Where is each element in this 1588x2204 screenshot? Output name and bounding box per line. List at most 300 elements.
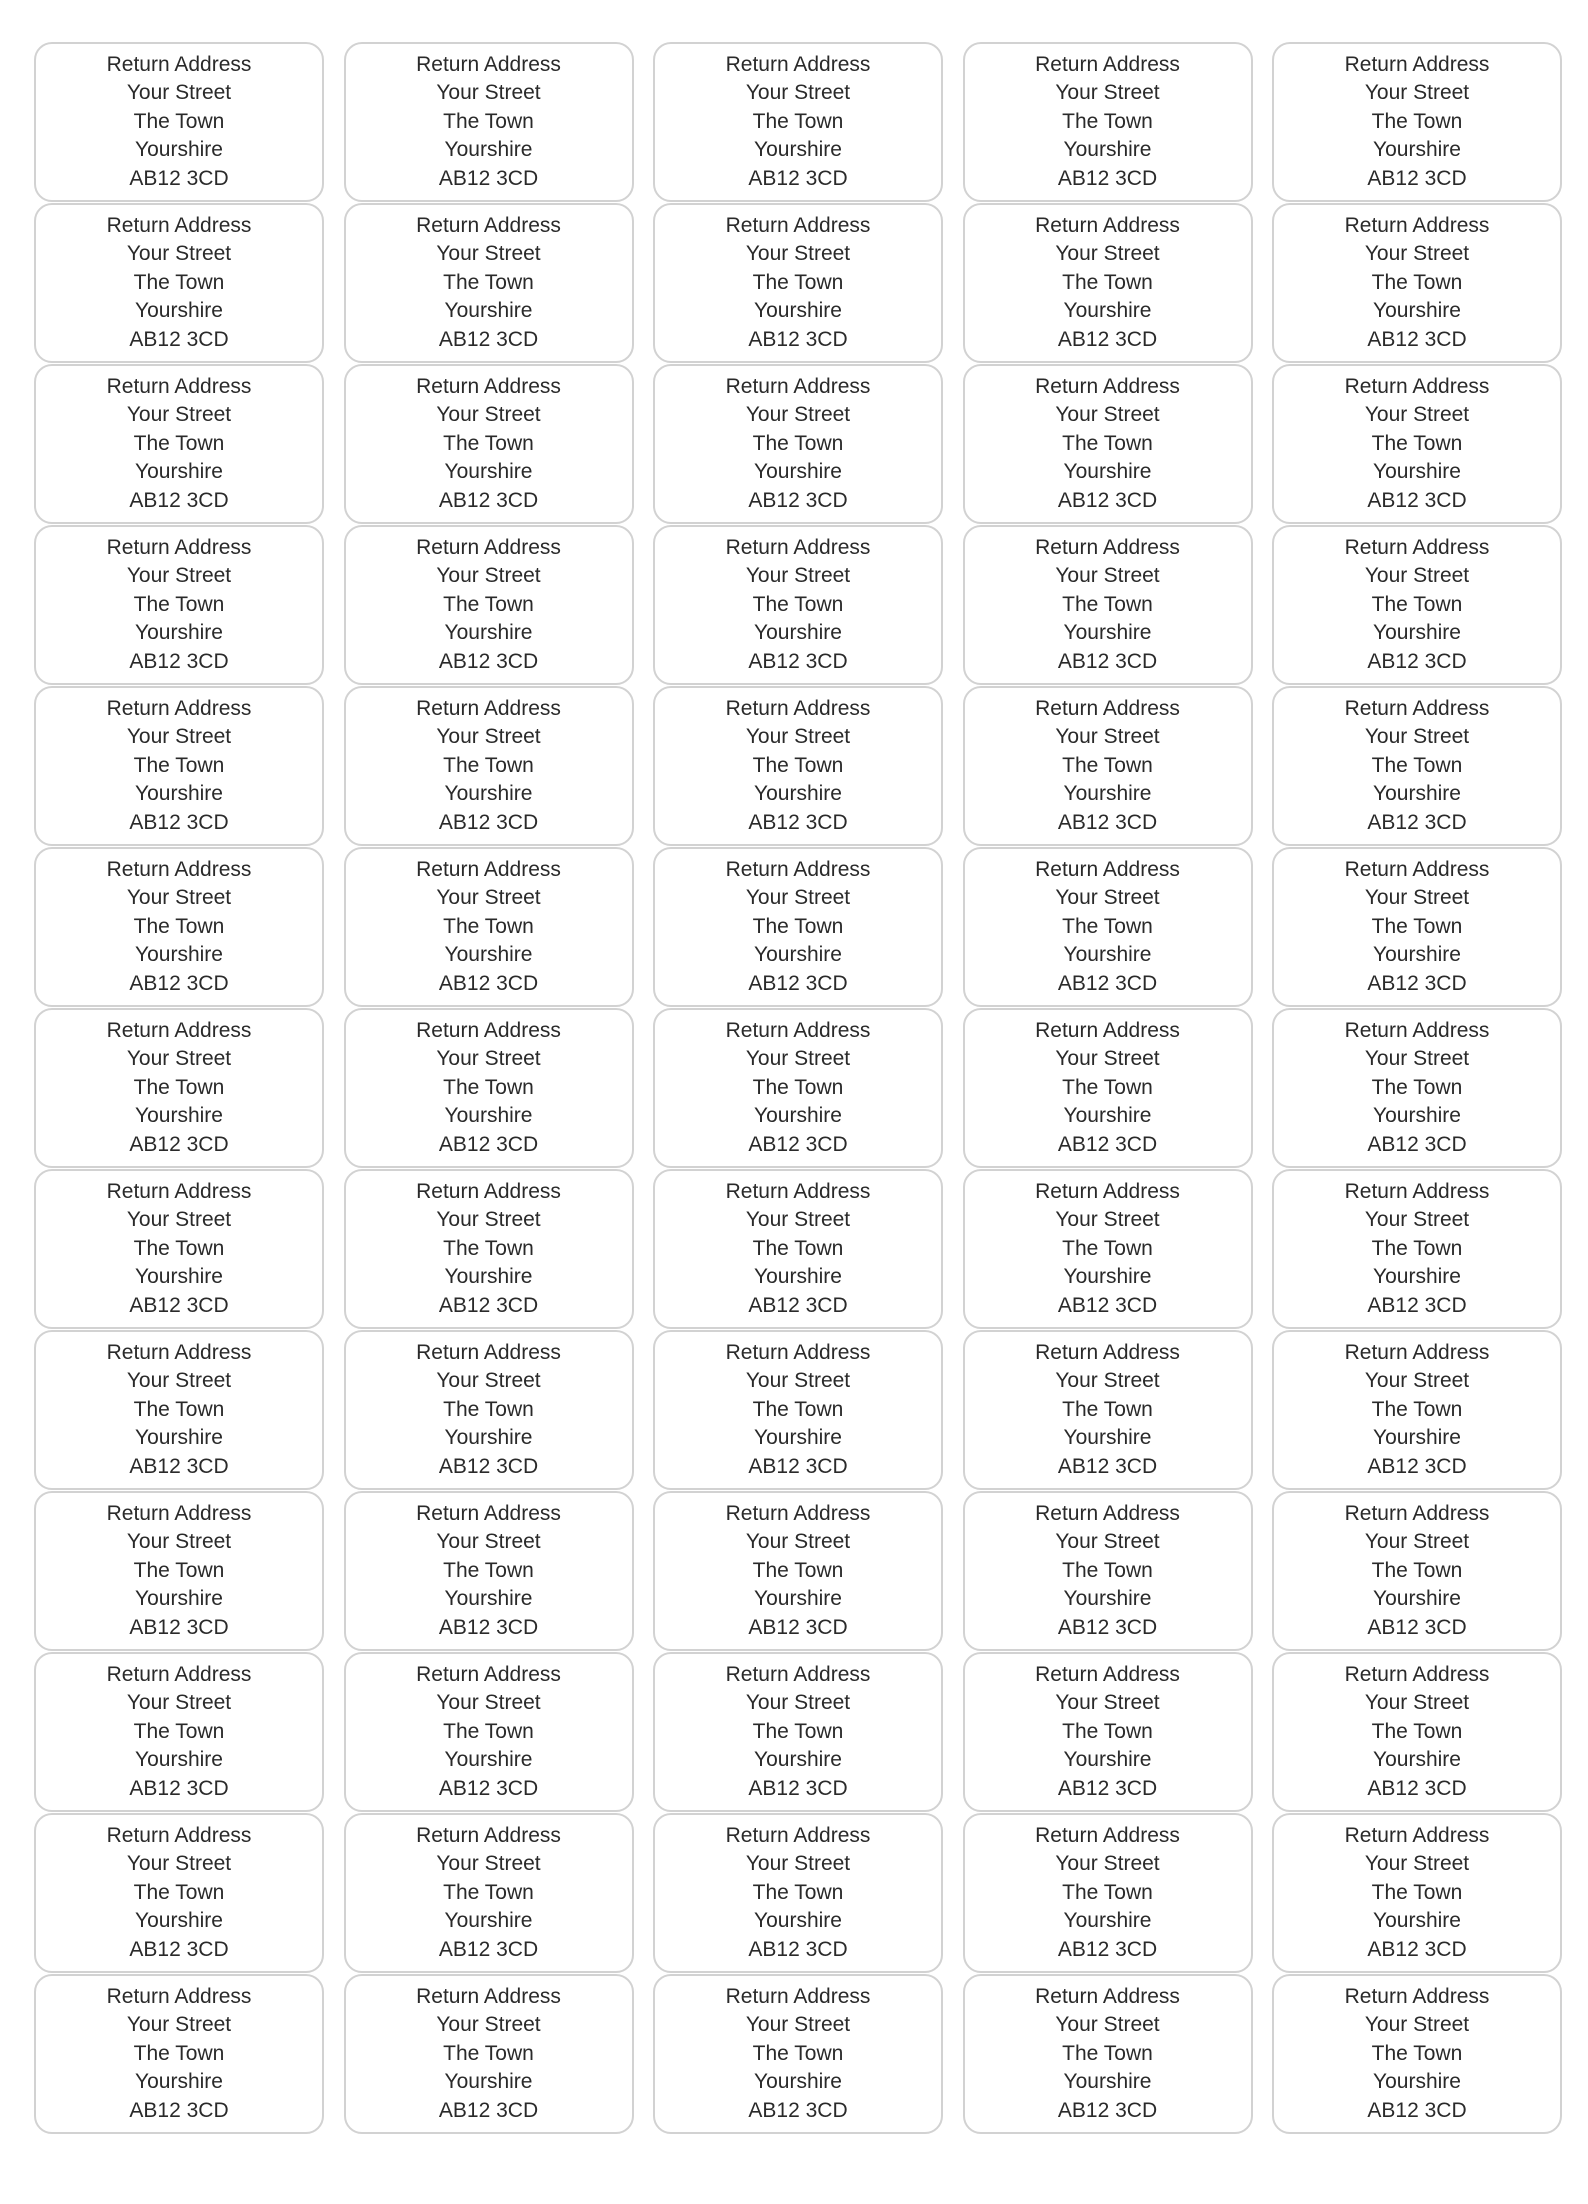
label-town: The Town [1062, 431, 1153, 455]
label-title: Return Address [1035, 1501, 1180, 1525]
label-postcode: AB12 3CD [129, 327, 229, 351]
label-town: The Town [133, 270, 225, 294]
label-town: The Town [1062, 592, 1153, 616]
label-town: The Town [133, 1880, 225, 1904]
label-county: Yourshire [1063, 621, 1152, 645]
label-postcode: AB12 3CD [1057, 649, 1158, 673]
label-town: The Town [1371, 270, 1463, 294]
label-county: Yourshire [1373, 1104, 1461, 1128]
label-postcode: AB12 3CD [129, 1454, 229, 1478]
label-postcode: AB12 3CD [438, 2098, 539, 2122]
label-postcode: AB12 3CD [1057, 1132, 1158, 1156]
label-town: The Town [752, 1397, 844, 1421]
label-title: Return Address [1035, 52, 1180, 76]
label-town: The Town [133, 1397, 225, 1421]
label-postcode: AB12 3CD [1057, 1293, 1158, 1317]
label-county: Yourshire [1063, 1587, 1152, 1611]
return-address-label [344, 1169, 634, 1329]
label-street: Your Street [1055, 1852, 1160, 1876]
return-address-label [1272, 203, 1562, 363]
label-street: Your Street [745, 1208, 851, 1232]
label-title: Return Address [416, 1018, 561, 1042]
label-county: Yourshire [135, 943, 223, 967]
label-postcode: AB12 3CD [129, 649, 229, 673]
label-county: Yourshire [1063, 299, 1152, 323]
label-street: Your Street [745, 725, 851, 749]
label-title: Return Address [725, 213, 871, 237]
label-county: Yourshire [1373, 1426, 1461, 1450]
label-street: Your Street [1055, 403, 1160, 427]
label-title: Return Address [106, 52, 252, 76]
label-town: The Town [1062, 2041, 1153, 2065]
label-street: Your Street [1055, 1369, 1160, 1393]
label-town: The Town [1062, 914, 1153, 938]
label-title: Return Address [1035, 1984, 1180, 2008]
return-address-label [653, 42, 943, 202]
label-county: Yourshire [444, 1426, 533, 1450]
label-town: The Town [1371, 1880, 1463, 1904]
label-postcode: AB12 3CD [748, 488, 848, 512]
return-address-label [1272, 525, 1562, 685]
return-address-label [653, 364, 943, 524]
label-county: Yourshire [444, 138, 533, 162]
label-town: The Town [443, 753, 534, 777]
label-postcode: AB12 3CD [1367, 1937, 1467, 1961]
label-title: Return Address [725, 857, 871, 881]
return-address-label [344, 847, 634, 1007]
label-title: Return Address [416, 1823, 561, 1847]
label-postcode: AB12 3CD [438, 810, 539, 834]
label-county: Yourshire [754, 138, 842, 162]
return-address-label [653, 847, 943, 1007]
label-street: Your Street [1055, 81, 1160, 105]
label-county: Yourshire [444, 621, 533, 645]
return-address-label [1272, 1169, 1562, 1329]
label-postcode: AB12 3CD [129, 166, 229, 190]
return-address-label [963, 364, 1253, 524]
label-title: Return Address [416, 1340, 561, 1364]
label-town: The Town [133, 1075, 225, 1099]
label-postcode: AB12 3CD [748, 1776, 848, 1800]
label-postcode: AB12 3CD [1367, 1776, 1467, 1800]
return-address-label [1272, 847, 1562, 1007]
label-street: Your Street [1364, 1852, 1470, 1876]
label-postcode: AB12 3CD [438, 1776, 539, 1800]
label-town: The Town [443, 2041, 534, 2065]
label-county: Yourshire [444, 782, 533, 806]
return-address-label [963, 1169, 1253, 1329]
label-county: Yourshire [135, 299, 223, 323]
label-postcode: AB12 3CD [1057, 2098, 1158, 2122]
label-title: Return Address [416, 213, 561, 237]
label-county: Yourshire [135, 1748, 223, 1772]
label-town: The Town [1371, 1075, 1463, 1099]
return-address-label [653, 1813, 943, 1973]
label-street: Your Street [745, 1369, 851, 1393]
label-postcode: AB12 3CD [1367, 971, 1467, 995]
return-address-label [344, 42, 634, 202]
label-town: The Town [443, 1397, 534, 1421]
label-town: The Town [133, 753, 225, 777]
label-county: Yourshire [754, 1104, 842, 1128]
return-address-label [653, 203, 943, 363]
label-title: Return Address [106, 1984, 252, 2008]
label-street: Your Street [126, 242, 232, 266]
return-address-label [344, 1008, 634, 1168]
label-town: The Town [1371, 2041, 1463, 2065]
label-county: Yourshire [135, 1909, 223, 1933]
label-street: Your Street [745, 1530, 851, 1554]
label-postcode: AB12 3CD [1367, 1615, 1467, 1639]
label-county: Yourshire [1063, 1265, 1152, 1289]
label-title: Return Address [1035, 1179, 1180, 1203]
label-town: The Town [752, 431, 844, 455]
label-title: Return Address [1035, 374, 1180, 398]
label-town: The Town [443, 1880, 534, 1904]
label-county: Yourshire [754, 782, 842, 806]
label-street: Your Street [1055, 564, 1160, 588]
label-town: The Town [1371, 1397, 1463, 1421]
label-title: Return Address [1035, 857, 1180, 881]
label-street: Your Street [436, 725, 541, 749]
return-address-label [344, 1652, 634, 1812]
label-postcode: AB12 3CD [748, 1132, 848, 1156]
label-title: Return Address [106, 1340, 252, 1364]
label-postcode: AB12 3CD [129, 488, 229, 512]
return-address-label [34, 1813, 324, 1973]
label-county: Yourshire [1063, 1909, 1152, 1933]
label-street: Your Street [745, 886, 851, 910]
label-county: Yourshire [444, 1748, 533, 1772]
label-postcode: AB12 3CD [1367, 649, 1467, 673]
return-address-label [344, 525, 634, 685]
return-address-label [653, 1330, 943, 1490]
label-street: Your Street [745, 81, 851, 105]
label-postcode: AB12 3CD [748, 166, 848, 190]
return-address-label [344, 1491, 634, 1651]
label-postcode: AB12 3CD [1367, 2098, 1467, 2122]
label-street: Your Street [1364, 1530, 1470, 1554]
label-county: Yourshire [135, 1265, 223, 1289]
label-postcode: AB12 3CD [129, 1615, 229, 1639]
return-address-label [34, 203, 324, 363]
label-title: Return Address [1344, 1179, 1490, 1203]
label-county: Yourshire [1063, 138, 1152, 162]
label-county: Yourshire [444, 299, 533, 323]
label-street: Your Street [1364, 1047, 1470, 1071]
return-address-label [1272, 1974, 1562, 2134]
label-postcode: AB12 3CD [438, 327, 539, 351]
return-address-label [963, 1652, 1253, 1812]
label-county: Yourshire [444, 943, 533, 967]
return-address-label [653, 1491, 943, 1651]
label-town: The Town [1062, 1719, 1153, 1743]
label-county: Yourshire [444, 1587, 533, 1611]
label-street: Your Street [1364, 2013, 1470, 2037]
label-street: Your Street [1364, 242, 1470, 266]
label-county: Yourshire [1063, 460, 1152, 484]
label-postcode: AB12 3CD [1367, 810, 1467, 834]
label-street: Your Street [436, 81, 541, 105]
label-county: Yourshire [1063, 1104, 1152, 1128]
return-address-label [344, 1974, 634, 2134]
label-postcode: AB12 3CD [129, 1776, 229, 1800]
label-town: The Town [752, 1236, 844, 1260]
label-county: Yourshire [135, 138, 223, 162]
label-street: Your Street [1055, 886, 1160, 910]
label-title: Return Address [725, 1179, 871, 1203]
label-title: Return Address [106, 1018, 252, 1042]
label-title: Return Address [1035, 213, 1180, 237]
return-address-label [1272, 364, 1562, 524]
label-title: Return Address [416, 857, 561, 881]
label-county: Yourshire [1063, 943, 1152, 967]
label-postcode: AB12 3CD [1057, 488, 1158, 512]
label-town: The Town [1371, 1236, 1463, 1260]
label-postcode: AB12 3CD [438, 649, 539, 673]
return-address-label [344, 1330, 634, 1490]
return-address-label [34, 1974, 324, 2134]
return-address-label [34, 1169, 324, 1329]
label-town: The Town [752, 753, 844, 777]
label-postcode: AB12 3CD [1367, 1454, 1467, 1478]
label-town: The Town [443, 109, 534, 133]
label-postcode: AB12 3CD [129, 2098, 229, 2122]
label-town: The Town [1062, 1880, 1153, 1904]
return-address-label [653, 1652, 943, 1812]
label-town: The Town [752, 592, 844, 616]
label-title: Return Address [1344, 1662, 1490, 1686]
label-county: Yourshire [135, 1587, 223, 1611]
label-county: Yourshire [1373, 782, 1461, 806]
label-town: The Town [752, 1719, 844, 1743]
label-street: Your Street [745, 1691, 851, 1715]
label-title: Return Address [1344, 857, 1490, 881]
label-title: Return Address [725, 535, 871, 559]
return-address-label [344, 686, 634, 846]
label-town: The Town [133, 1236, 225, 1260]
label-street: Your Street [745, 2013, 851, 2037]
label-street: Your Street [745, 403, 851, 427]
label-town: The Town [752, 270, 844, 294]
label-town: The Town [752, 1558, 844, 1582]
label-street: Your Street [436, 1691, 541, 1715]
label-county: Yourshire [1373, 1909, 1461, 1933]
label-postcode: AB12 3CD [1057, 971, 1158, 995]
label-town: The Town [133, 109, 225, 133]
label-street: Your Street [1364, 1691, 1470, 1715]
label-street: Your Street [436, 886, 541, 910]
label-street: Your Street [126, 1530, 232, 1554]
label-town: The Town [443, 1558, 534, 1582]
label-title: Return Address [106, 857, 252, 881]
return-address-label [34, 1491, 324, 1651]
return-address-label [963, 42, 1253, 202]
label-street: Your Street [436, 1530, 541, 1554]
label-title: Return Address [106, 1501, 252, 1525]
label-street: Your Street [1364, 725, 1470, 749]
label-sheet [34, 42, 1562, 2134]
label-county: Yourshire [444, 2070, 533, 2094]
return-address-label [34, 847, 324, 1007]
label-town: The Town [752, 2041, 844, 2065]
label-town: The Town [443, 914, 534, 938]
label-county: Yourshire [754, 1265, 842, 1289]
label-county: Yourshire [1373, 138, 1461, 162]
label-postcode: AB12 3CD [748, 649, 848, 673]
label-title: Return Address [725, 1823, 871, 1847]
label-title: Return Address [106, 1823, 252, 1847]
label-title: Return Address [1344, 1823, 1490, 1847]
return-address-label [653, 686, 943, 846]
label-title: Return Address [1344, 1018, 1490, 1042]
label-town: The Town [133, 592, 225, 616]
label-street: Your Street [1055, 242, 1160, 266]
label-title: Return Address [416, 1179, 561, 1203]
label-postcode: AB12 3CD [1057, 1615, 1158, 1639]
label-town: The Town [752, 1075, 844, 1099]
label-town: The Town [1371, 592, 1463, 616]
label-title: Return Address [725, 52, 871, 76]
label-postcode: AB12 3CD [1367, 166, 1467, 190]
label-postcode: AB12 3CD [438, 1132, 539, 1156]
label-town: The Town [133, 431, 225, 455]
label-street: Your Street [745, 1047, 851, 1071]
return-address-label [963, 686, 1253, 846]
label-postcode: AB12 3CD [748, 1454, 848, 1478]
label-county: Yourshire [135, 1104, 223, 1128]
label-title: Return Address [416, 374, 561, 398]
label-street: Your Street [436, 1047, 541, 1071]
label-town: The Town [1371, 914, 1463, 938]
return-address-label [34, 1652, 324, 1812]
label-street: Your Street [436, 403, 541, 427]
label-title: Return Address [1035, 696, 1180, 720]
label-postcode: AB12 3CD [438, 166, 539, 190]
label-town: The Town [752, 914, 844, 938]
label-county: Yourshire [135, 460, 223, 484]
label-title: Return Address [1344, 374, 1490, 398]
return-address-label [653, 1169, 943, 1329]
return-address-label [1272, 1813, 1562, 1973]
label-town: The Town [443, 1075, 534, 1099]
label-county: Yourshire [754, 1587, 842, 1611]
label-postcode: AB12 3CD [748, 2098, 848, 2122]
label-postcode: AB12 3CD [129, 1937, 229, 1961]
label-title: Return Address [1035, 535, 1180, 559]
label-postcode: AB12 3CD [1367, 327, 1467, 351]
label-title: Return Address [106, 535, 252, 559]
label-town: The Town [443, 1236, 534, 1260]
label-town: The Town [1371, 1558, 1463, 1582]
label-postcode: AB12 3CD [438, 1615, 539, 1639]
return-address-label [963, 1491, 1253, 1651]
label-street: Your Street [745, 1852, 851, 1876]
label-town: The Town [133, 1558, 225, 1582]
return-address-label [34, 525, 324, 685]
label-title: Return Address [416, 1984, 561, 2008]
label-title: Return Address [725, 374, 871, 398]
label-town: The Town [1062, 270, 1153, 294]
label-title: Return Address [1035, 1340, 1180, 1364]
label-postcode: AB12 3CD [129, 1132, 229, 1156]
label-title: Return Address [725, 1018, 871, 1042]
return-address-label [344, 203, 634, 363]
return-address-label [1272, 1652, 1562, 1812]
label-street: Your Street [126, 725, 232, 749]
label-county: Yourshire [1373, 2070, 1461, 2094]
label-street: Your Street [126, 2013, 232, 2037]
label-town: The Town [1062, 1558, 1153, 1582]
label-postcode: AB12 3CD [1057, 1937, 1158, 1961]
label-street: Your Street [436, 2013, 541, 2037]
label-street: Your Street [745, 564, 851, 588]
label-street: Your Street [126, 1691, 232, 1715]
label-title: Return Address [725, 1501, 871, 1525]
label-title: Return Address [1035, 1018, 1180, 1042]
label-postcode: AB12 3CD [438, 1454, 539, 1478]
label-county: Yourshire [754, 460, 842, 484]
label-postcode: AB12 3CD [748, 1937, 848, 1961]
label-town: The Town [443, 431, 534, 455]
label-postcode: AB12 3CD [748, 1615, 848, 1639]
label-town: The Town [1062, 1236, 1153, 1260]
label-title: Return Address [416, 535, 561, 559]
label-street: Your Street [1055, 1208, 1160, 1232]
return-address-label [963, 1974, 1253, 2134]
return-address-label [34, 686, 324, 846]
label-town: The Town [752, 109, 844, 133]
label-title: Return Address [416, 1662, 561, 1686]
label-town: The Town [1062, 1075, 1153, 1099]
label-town: The Town [133, 2041, 225, 2065]
label-town: The Town [443, 592, 534, 616]
label-postcode: AB12 3CD [1057, 1454, 1158, 1478]
label-title: Return Address [1344, 1340, 1490, 1364]
label-street: Your Street [126, 1208, 232, 1232]
label-postcode: AB12 3CD [1367, 1132, 1467, 1156]
return-address-label [344, 1813, 634, 1973]
label-county: Yourshire [1063, 1426, 1152, 1450]
label-county: Yourshire [1373, 943, 1461, 967]
label-town: The Town [1371, 753, 1463, 777]
label-county: Yourshire [754, 1748, 842, 1772]
label-postcode: AB12 3CD [748, 327, 848, 351]
label-street: Your Street [1364, 1208, 1470, 1232]
return-address-label [963, 1813, 1253, 1973]
label-title: Return Address [725, 1662, 871, 1686]
return-address-label [1272, 42, 1562, 202]
return-address-label [963, 847, 1253, 1007]
label-title: Return Address [1344, 213, 1490, 237]
label-town: The Town [1062, 753, 1153, 777]
label-street: Your Street [1364, 81, 1470, 105]
label-county: Yourshire [754, 299, 842, 323]
label-county: Yourshire [754, 2070, 842, 2094]
label-town: The Town [133, 914, 225, 938]
label-street: Your Street [126, 1047, 232, 1071]
label-street: Your Street [1055, 1691, 1160, 1715]
label-county: Yourshire [754, 1426, 842, 1450]
label-street: Your Street [436, 242, 541, 266]
label-title: Return Address [416, 1501, 561, 1525]
label-county: Yourshire [135, 782, 223, 806]
label-street: Your Street [1364, 403, 1470, 427]
label-street: Your Street [1055, 725, 1160, 749]
label-title: Return Address [1035, 1662, 1180, 1686]
label-street: Your Street [126, 403, 232, 427]
return-address-label [1272, 1491, 1562, 1651]
